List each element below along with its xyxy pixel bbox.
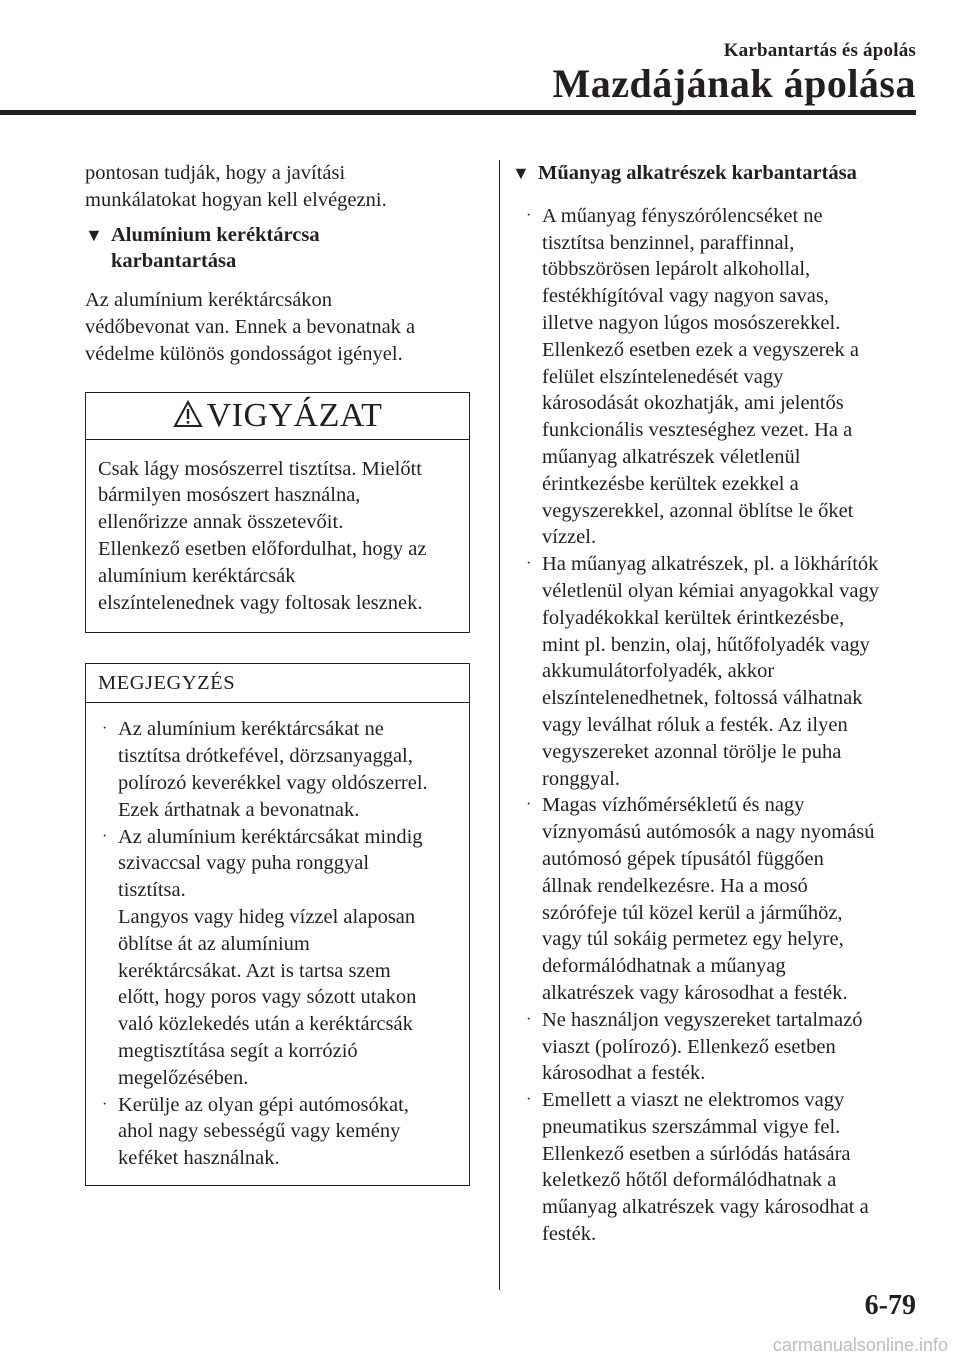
list-item [98,824,457,1092]
section-heading-text: Műanyag alkatrészek karbantartása [538,162,857,184]
list-item-text: Az alumínium keréktárcsákat mindig szivaccsal vagy puha ronggyal tisztítsa. Langyos vagy hideg vízzel alaposan öblítse át az alumínium keréktárcsákat. Azt is tartsa szem előtt, hogy poros vagy sózott utakon való közlekedés után a keréktárcsák megtisztítása segít a korrózió megelőzésében. [118,825,423,1089]
list-item [522,792,916,1006]
running-header-title: Mazdájának ápolása [552,61,916,106]
caution-box [85,392,470,634]
caution-box-body [86,440,469,633]
aluminium-paragraph: Az alumínium keréktárcsákon védőbevonat van. Ennek a bevonatnak a védelme különös gondosságot igényel. [85,289,416,365]
list-item [98,1092,457,1172]
caution-box-header [86,393,469,440]
list-item [522,1007,916,1087]
note-box-header [86,664,469,703]
list-item-text: Magas vízhőmérsékletű és nagy víznyomású autómosók a nagy nyomású autómosó gépek típusától függően állnak rendelkezésre. Ha a mosó szórófeje túl közel kerül a járműhöz, vagy túl sokáig permetez egy helyre, deformálódhatnak a műanyag alkatrészek vagy károsodhat a festék. [542,794,875,1004]
bullet-dot-icon: · [526,796,532,814]
page-number: 6-79 [864,1290,916,1321]
warning-triangle-icon [173,400,203,428]
note-box [85,663,470,1186]
bullet-dot-icon: · [102,1095,108,1113]
list-item-text: A műanyag fényszórólencséket ne tisztítsa benzinnel, paraffinnal, többszörösen lepárolt alkohollal, festékhígítóval vagy nagyon savas, illetve nagyon lúgos mosószerekkel. Ellenkező esetben ezek a vegyszerek a felület elszíntelenedését vagy károsodását okozhatják, ami jelentős funkcionális veszteséghez vezet. Ha a műanyag alkatrészek véletlenül érintkezésbe kerültek ezekkel a vegyszerekkel, azonnal öblítse le őket vízzel. [542,204,859,549]
bullet-dot-icon: · [526,1091,532,1109]
list-item-text: Emellett a viaszt ne elektromos vagy pneumatikus szerszámmal vigye fel. Ellenkező esetben a súrlódás hatására keletkező hőtől deformálódhatnak a műanyag alkatrészek vagy károsodhat a festék. [542,1089,869,1246]
intro-paragraph: pontosan tudják, hogy a javítási munkálatokat hogyan kell elvégezni. [85,162,387,211]
bullet-dot-icon: · [526,1010,532,1028]
header-rule [0,110,916,115]
caution-title: VIGYÁZAT [206,396,383,434]
bullet-dot-icon: · [526,555,532,573]
plastic-care-list [512,203,916,1248]
list-item [522,203,916,551]
bullet-dot-icon: · [526,206,532,224]
section-heading-plastic [512,160,916,187]
caution-text: Csak lágy mosószerrel tisztítsa. Mielőtt bármilyen mosószert használna, ellenőrizze annak összetevőit. Ellenkező esetben előfordulhat, hogy az alumínium keréktárcsák elszíntelenednek vagy foltosak lesznek. [98,457,427,614]
watermark: carmanualsonline.info [772,1335,948,1355]
list-item [522,1087,916,1248]
section-heading-aluminium [85,222,470,276]
column-divider [499,160,500,1290]
list-item-text: Kerülje az olyan gépi autómosókat, ahol nagy sebességű vagy kemény keféket használnak. [118,1093,409,1170]
triangle-down-icon: ▼ [512,163,530,183]
note-title: MEGJEGYZÉS [98,671,236,694]
triangle-down-icon: ▼ [85,224,103,245]
list-item [522,551,916,792]
running-header-section: Karbantartás és ápolás [723,40,916,61]
section-heading-text: Alumínium keréktárcsa karbantartása [111,223,320,273]
bullet-dot-icon: · [102,827,108,845]
right-column [512,160,916,1248]
list-item-text: Az alumínium keréktárcsákat ne tisztítsa drótkefével, dörzsanyaggal, polírozó keverékkel vagy oldószerrel. Ezek árthatnak a bevonatnak. [118,718,428,821]
list-item [98,716,457,823]
bullet-dot-icon: · [102,720,108,738]
note-list [98,716,457,1172]
list-item-text: Ne használjon vegyszereket tartalmazó viaszt (polírozó). Ellenkező esetben károsodhat a festék. [542,1008,863,1085]
note-box-body [86,703,469,1185]
left-column [85,160,470,1186]
list-item-text: Ha műanyag alkatrészek, pl. a lökhárítók véletlenül olyan kémiai anyagokkal vagy folyadékokkal kerültek érintkezésbe, mint pl. benzin, olaj, hűtőfolyadék vagy akkumulátorfolyadék, akkor elszíntelenedhetnek, foltossá válhatnak vagy leválhat róluk a festék. Az ilyen vegyszereket azonnal törölje le puha ronggyal. [542,553,879,790]
